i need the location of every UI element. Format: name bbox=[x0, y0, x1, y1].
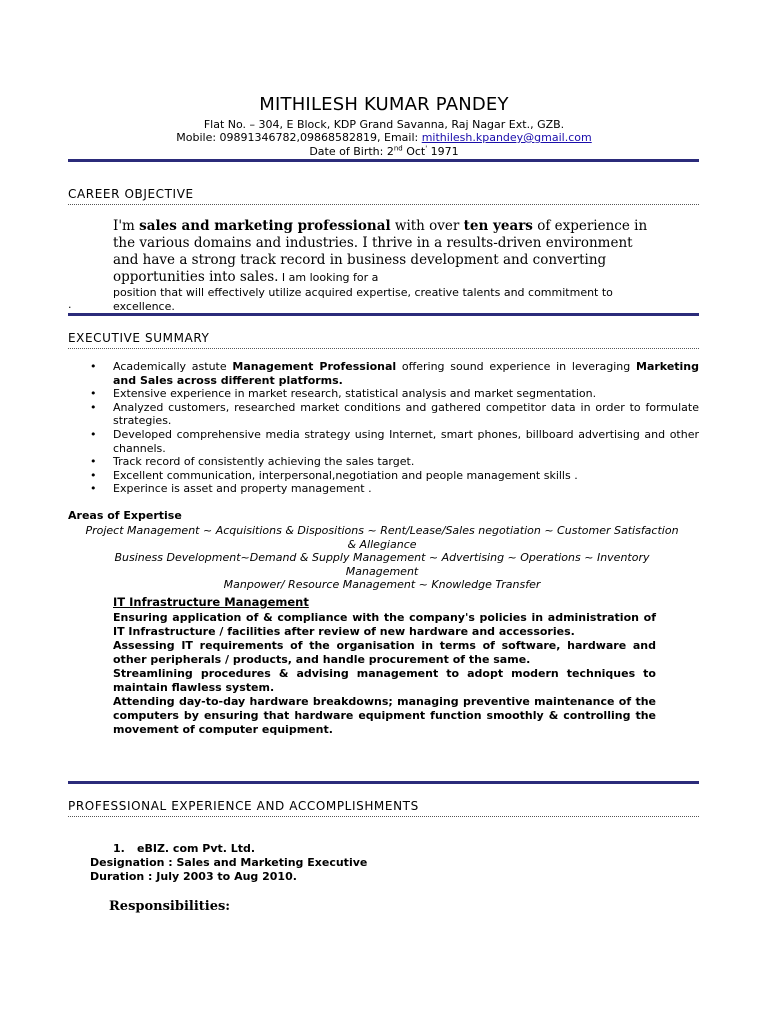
career-objective-text: I'm sales and marketing professional with over ten years of experience in the various domains and industries. I thrive in a results-driven environment and have a strong track record in business development and converting opportunities into sales. I am looking for a position that will effectively utilize acquired expertise, creative talents and commitment to excellence. bbox=[113, 218, 648, 313]
address-line: Flat No. – 304, E Block, KDP Grand Savanna, Raj Nagar Ext., GZB. bbox=[203, 118, 565, 131]
list-item: • Excellent communication, interpersonal,negotiation and people management skills . bbox=[90, 469, 699, 483]
list-item: • Track record of consistently achieving the sales target. bbox=[90, 455, 699, 469]
list-item: Ensuring application of & compliance with the company's policies in administration of IT Infrastructure / facilities after review of new hardware and accessories. bbox=[113, 611, 656, 638]
header-divider bbox=[68, 159, 699, 162]
responsibilities-heading: Responsibilities: bbox=[109, 899, 231, 914]
job-number: 1. bbox=[113, 842, 125, 855]
company-name: eBIZ. com Pvt. Ltd. bbox=[137, 842, 256, 855]
list-item: • Developed comprehensive media strategy using Internet, smart phones, billboard advertising and other channels. bbox=[90, 428, 699, 455]
stray-dot: . bbox=[68, 298, 72, 311]
date-of-birth: Date of Birth: 2nd Oct' 1971 bbox=[309, 144, 459, 158]
contact-line bbox=[0, 131, 768, 145]
list-item: Streamlining procedures & advising management to adopt modern techniques to maintain flawless system. bbox=[113, 667, 656, 694]
section-divider bbox=[68, 781, 699, 784]
areas-of-expertise-text: Project Management ~ Acquisitions & Dispositions ~ Rent/Lease/Sales negotiation ~ Customer Satisfaction & Allegiance Business Development~Demand & Supply Management ~ Advertising ~ Operations ~ Inventory Management Manpower/ Resource Management ~ Knowledge Transfer bbox=[85, 524, 679, 591]
section-divider bbox=[68, 313, 699, 316]
designation: Designation : Sales and Marketing Executive bbox=[90, 856, 368, 869]
it-infrastructure-list bbox=[113, 611, 656, 737]
section-dotted-line bbox=[68, 348, 699, 349]
executive-summary-list bbox=[90, 360, 699, 496]
list-item: • Analyzed customers, researched market conditions and gathered competitor data in order to formulate strategies. bbox=[90, 401, 699, 428]
section-dotted-line bbox=[68, 816, 699, 817]
experience-heading: PROFESSIONAL EXPERIENCE AND ACCOMPLISHMENTS bbox=[68, 799, 419, 813]
it-infrastructure-title: IT Infrastructure Management bbox=[113, 595, 309, 609]
list-item: • Experince is asset and property management . bbox=[90, 482, 699, 496]
list-item: Assessing IT requirements of the organisation in terms of software, hardware and other peripherals / products, and handle procurement of the same. bbox=[113, 639, 656, 666]
list-item: Attending day-to-day hardware breakdowns; managing preventive maintenance of the computers by ensuring that hardware equipment function smoothly & controlling the movement of computer equipment. bbox=[113, 695, 656, 736]
candidate-name: MITHILESH KUMAR PANDEY bbox=[259, 94, 509, 115]
list-item: • Extensive experience in market research, statistical analysis and market segmentation. bbox=[90, 387, 699, 401]
duration: Duration : July 2003 to Aug 2010. bbox=[90, 870, 297, 883]
areas-of-expertise-title: Areas of Expertise bbox=[68, 509, 182, 522]
career-objective-heading: CAREER OBJECTIVE bbox=[68, 187, 194, 201]
email-link[interactable]: mithilesh.kpandey@gmail.com bbox=[421, 131, 592, 144]
executive-summary-heading: EXECUTIVE SUMMARY bbox=[68, 331, 210, 345]
section-dotted-line bbox=[68, 204, 699, 205]
list-item: • Academically astute Management Professional offering sound experience in leveraging Marketing and Sales across different platforms. bbox=[90, 360, 699, 387]
mobile-label: Mobile: 09891346782,09868582819, Email: bbox=[176, 131, 422, 144]
